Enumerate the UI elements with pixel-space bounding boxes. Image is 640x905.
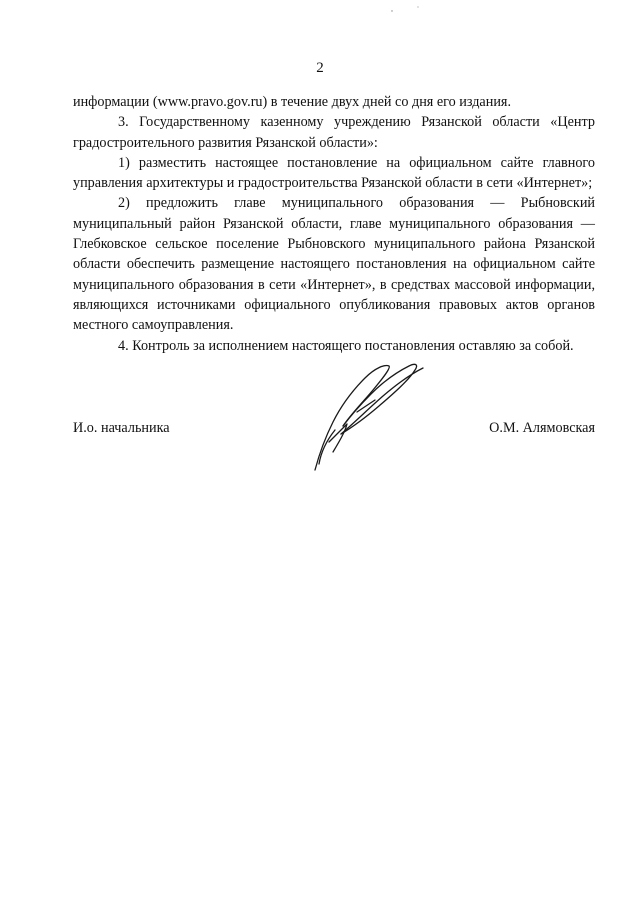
paragraph-item-3: 3. Государственному казенному учреждению Рязанской области «Центр градостроительного развития Рязанской области»:	[73, 114, 595, 151]
page-number: 2	[316, 60, 324, 76]
paragraph-continuation: информации (www.pravo.gov.ru) в течение двух дней со дня его издания.	[73, 94, 511, 110]
document-body	[73, 92, 595, 356]
paragraph-subitem-1: 1) разместить настоящее постановление на официальном сайте главного управления архитектуры и градостроительства Рязанской области в сети «Интернет»;	[73, 154, 595, 192]
signatory-name: О.М. Алямовская	[489, 420, 595, 436]
handwritten-signature	[305, 360, 435, 480]
paragraph-item-4: 4. Контроль за исполнением настоящего постановления оставляю за собой.	[118, 337, 574, 354]
scan-specks	[0, 0, 640, 20]
paragraph-subitem-2: 2) предложить главе муниципального образования — Рыбновский муниципальный район Рязанской области, главе муниципального образования — Глебковское сельское поселение Рыбновского муниципального района Рязанской области обеспечить размещение настоящего постановления на официальном сайте муниципального образования в сети «Интернет», в средствах массовой информации, являющихся источниками официального опубликования правовых актов органов местного самоуправления.	[73, 195, 595, 334]
signatory-title: И.о. начальника	[73, 420, 170, 436]
